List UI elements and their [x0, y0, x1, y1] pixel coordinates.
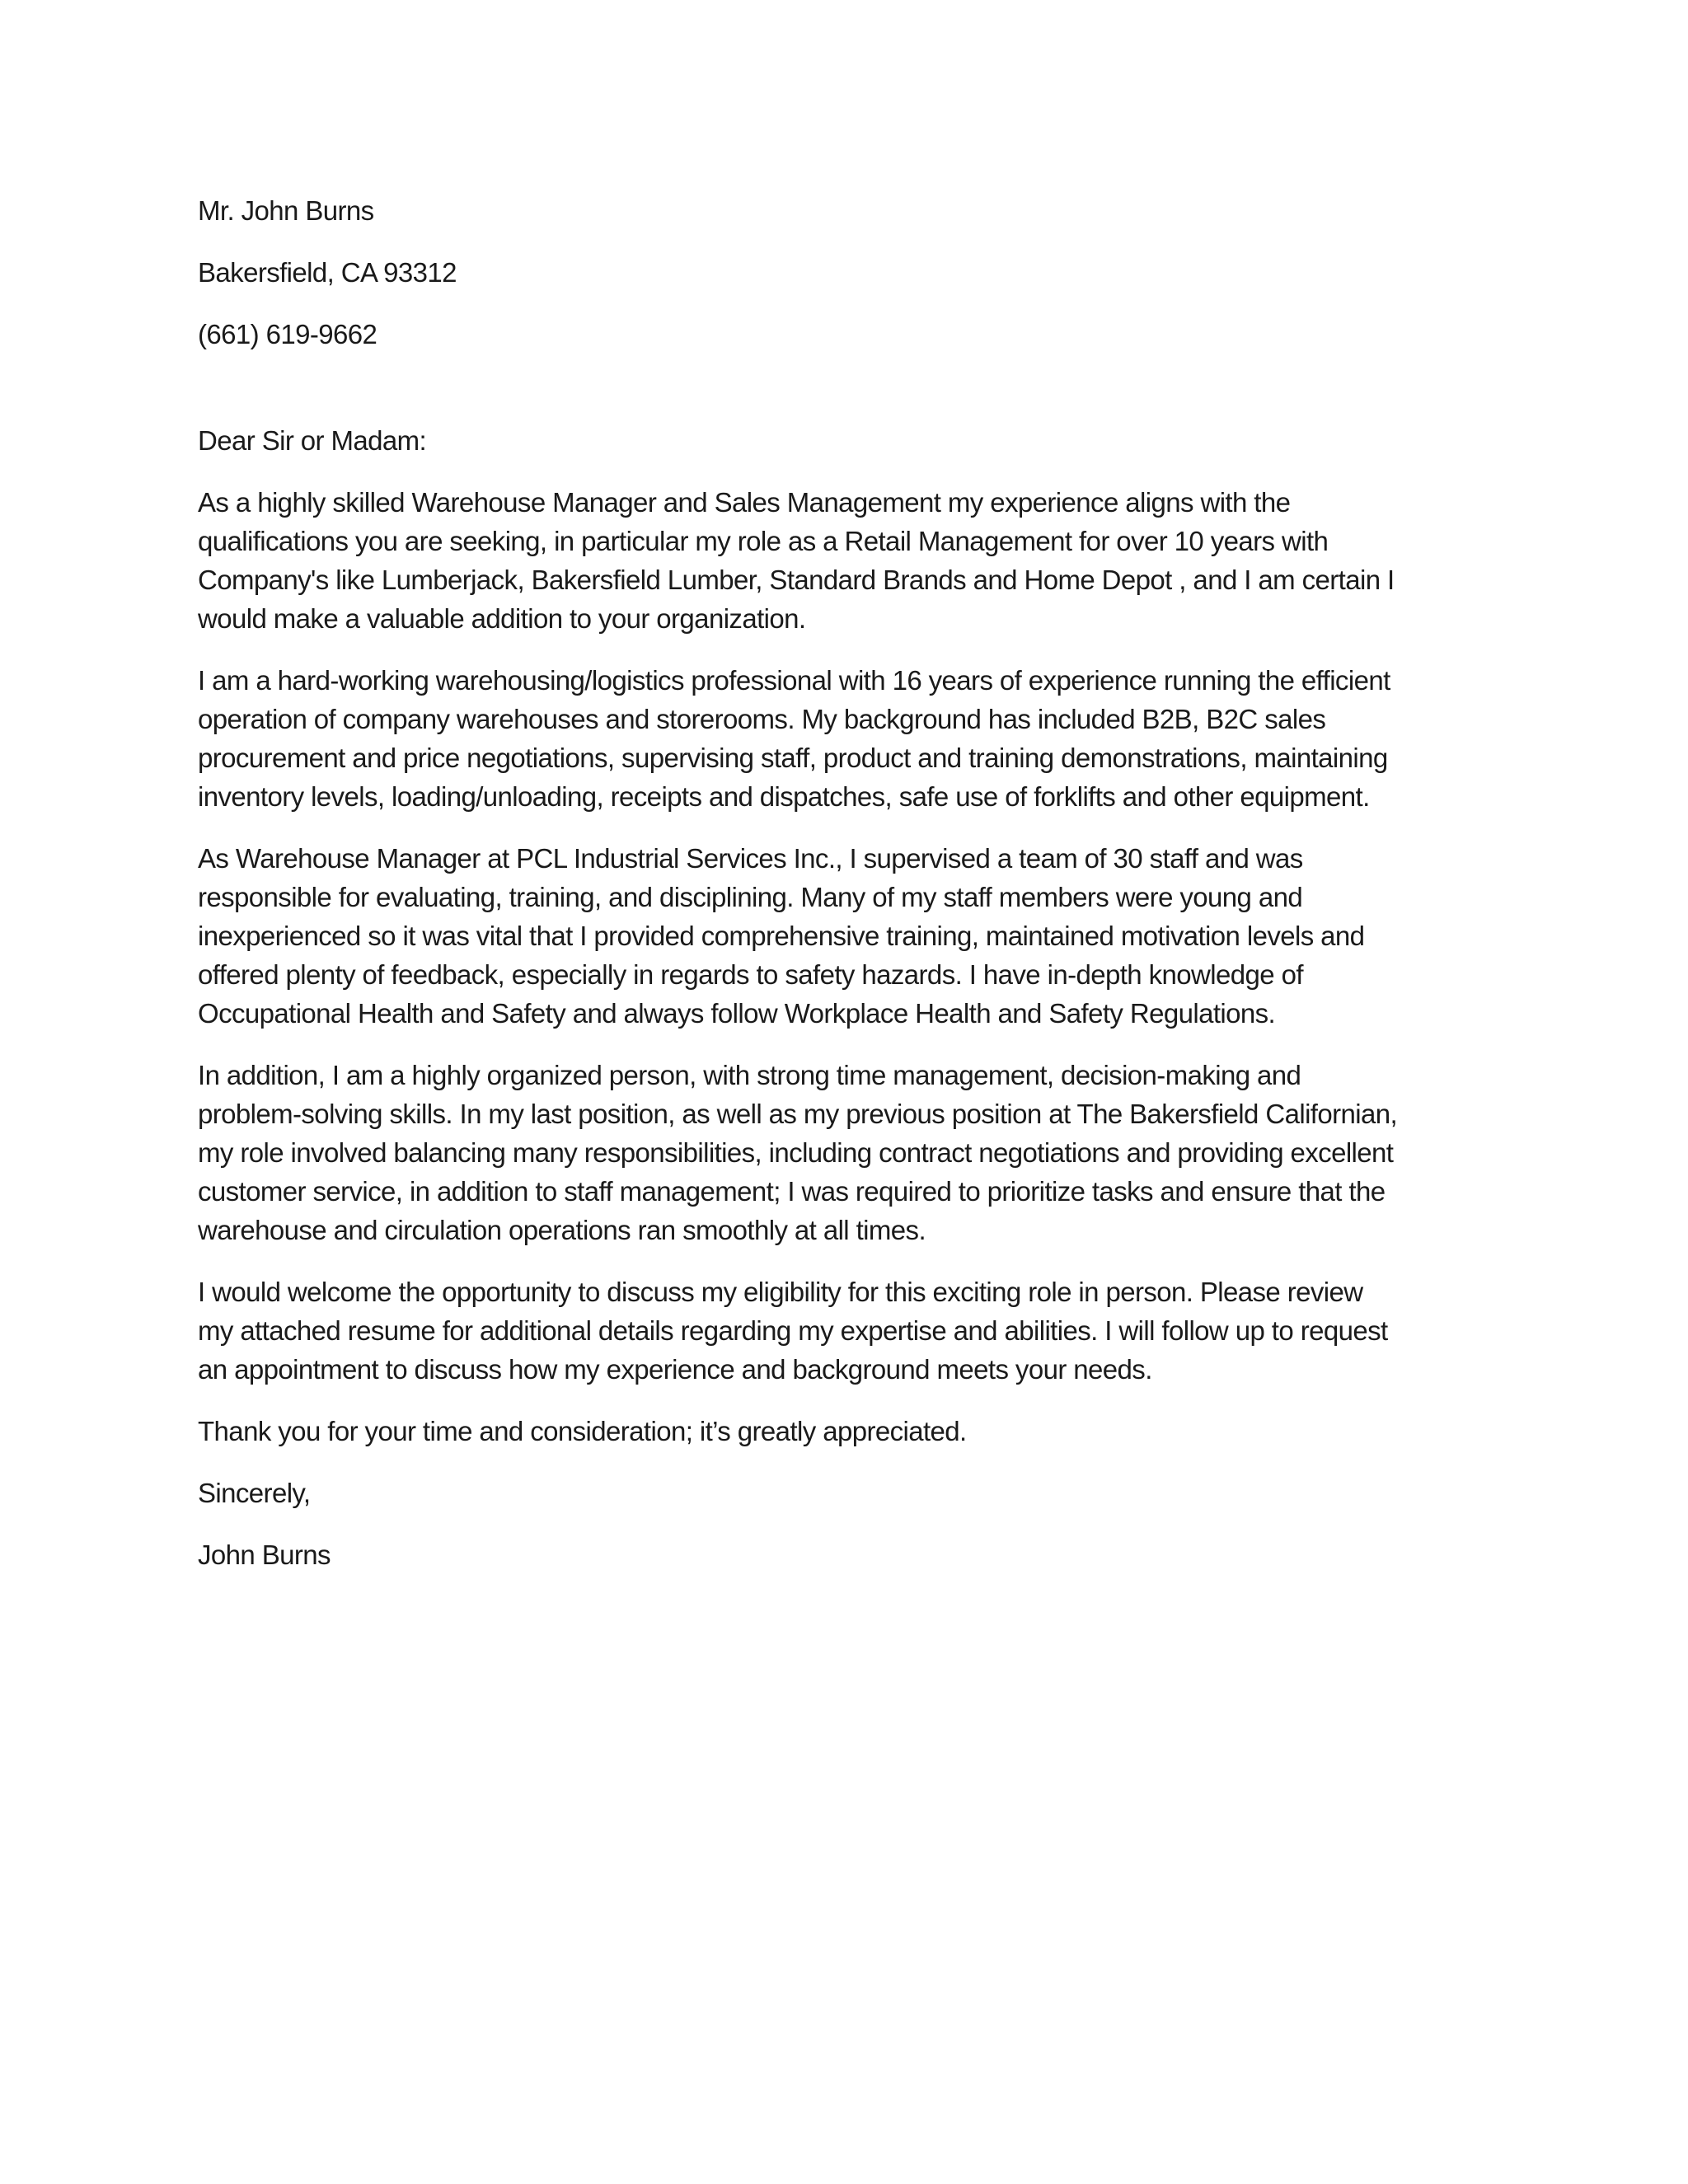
paragraph-line: offered plenty of feedback, especially in regards to safety hazards. I have in-depth knowledge of: [198, 959, 1303, 990]
paragraph-line: my role involved balancing many responsibilities, including contract negotiations and providing excellent: [198, 1137, 1394, 1168]
paragraph-line: problem-solving skills. In my last position, as well as my previous position at The Bakersfield Californian,: [198, 1099, 1398, 1129]
greeting: Dear Sir or Madam:: [198, 425, 427, 456]
paragraph-5: [198, 1272, 1500, 1389]
paragraph-line: In addition, I am a highly organized person, with strong time management, decision-making and: [198, 1060, 1301, 1090]
thanks-line: Thank you for your time and consideration; it’s greatly appreciated.: [198, 1416, 967, 1446]
paragraph-line: procurement and price negotiations, supervising staff, product and training demonstrations, maintaining: [198, 743, 1388, 773]
paragraph-line: operation of company warehouses and storerooms. My background has included B2B, B2C sales: [198, 704, 1326, 734]
paragraph-line: inventory levels, loading/unloading, receipts and dispatches, safe use of forklifts and other equipment.: [198, 781, 1370, 812]
paragraph-line: warehouse and circulation operations ran smoothly at all times.: [198, 1215, 926, 1245]
paragraph-2: [198, 661, 1500, 816]
paragraph-line: responsible for evaluating, training, and disciplining. Many of my staff members were young and: [198, 882, 1303, 912]
paragraph-line: customer service, in addition to staff management; I was required to prioritize tasks and ensure that the: [198, 1176, 1386, 1207]
paragraph-line: an appointment to discuss how my experience and background meets your needs.: [198, 1354, 1152, 1385]
signature-name: John Burns: [198, 1540, 331, 1570]
paragraph-line: As a highly skilled Warehouse Manager and Sales Management my experience aligns with the: [198, 487, 1291, 518]
paragraph-4: [198, 1056, 1500, 1249]
paragraph-line: inexperienced so it was vital that I provided comprehensive training, maintained motivation levels and: [198, 921, 1365, 951]
paragraph-1: [198, 483, 1500, 638]
paragraph-line: would make a valuable addition to your organization.: [198, 603, 806, 634]
closing-salutation: Sincerely,: [198, 1478, 311, 1508]
sender-name: Mr. John Burns: [198, 195, 374, 226]
paragraph-3: [198, 839, 1500, 1033]
sender-phone: (661) 619-9662: [198, 319, 377, 349]
paragraph-line: qualifications you are seeking, in particular my role as a Retail Management for over 10 years with: [198, 526, 1329, 556]
sender-block: [198, 191, 1500, 354]
paragraph-line: As Warehouse Manager at PCL Industrial Services Inc., I supervised a team of 30 staff and was: [198, 843, 1303, 874]
paragraph-line: I would welcome the opportunity to discuss my eligibility for this exciting role in person. Please review: [198, 1277, 1363, 1307]
cover-letter: [198, 191, 1500, 1597]
paragraph-line: Company's like Lumberjack, Bakersfield Lumber, Standard Brands and Home Depot , and I am certain I: [198, 565, 1395, 595]
paragraph-line: I am a hard-working warehousing/logistics professional with 16 years of experience running the efficient: [198, 665, 1390, 696]
sender-city: Bakersfield, CA 93312: [198, 257, 457, 288]
paragraph-line: Occupational Health and Safety and always follow Workplace Health and Safety Regulations.: [198, 998, 1276, 1029]
paragraph-line: my attached resume for additional details regarding my expertise and abilities. I will follow up to request: [198, 1315, 1388, 1346]
